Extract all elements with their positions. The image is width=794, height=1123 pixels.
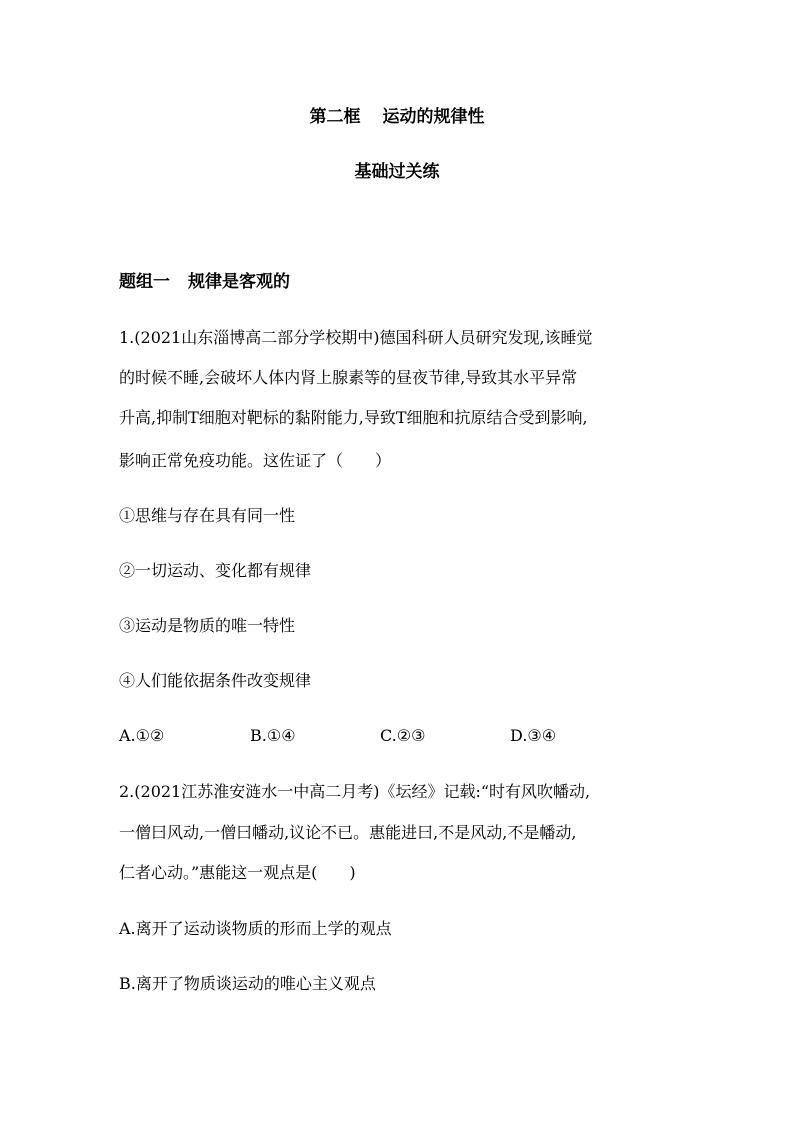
question-2-line-1: 2.(2021江苏淮安涟水一中高二月考)《坛经》记载:“时有风吹幡动,	[119, 782, 591, 801]
question-1-statement-1: ①思维与存在具有同一性	[119, 506, 296, 525]
question-2-option-b: B.离开了物质谈运动的唯心主义观点	[119, 974, 376, 993]
question-1-choice-a: A.①②	[119, 726, 165, 745]
question-1-line-1: 1.(2021山东淄博高二部分学校期中)德国科研人员研究发现,该睡觉	[119, 328, 593, 347]
question-1-line-3: 升高,抑制T细胞对靶标的黏附能力,导致T细胞和抗原结合受到影响,	[119, 408, 588, 427]
question-1-statement-2: ②一切运动、变化都有规律	[119, 561, 312, 580]
page-title	[0, 106, 794, 128]
page-subtitle: 基础过关练	[354, 162, 440, 182]
section-label: 题组一	[119, 272, 170, 292]
section-title-text: 规律是客观的	[188, 272, 290, 292]
question-2-line-2: 一僧曰风动,一僧曰幡动,议论不已。惠能进曰,不是风动,不是幡动,	[119, 823, 577, 842]
question-1-choice-b: B.①④	[250, 726, 296, 745]
question-1-line-2: 的时候不睡,会破坏人体内肾上腺素等的昼夜节律,导致其水平异常	[119, 368, 578, 387]
question-1-line-4: 影响正常免疫功能。这佐证了（ ）	[119, 451, 392, 470]
question-1-choice-c: C.②③	[380, 726, 426, 745]
question-1-choice-d: D.③④	[510, 726, 557, 745]
lesson-label: 第二框	[309, 107, 361, 127]
question-1-statement-3: ③运动是物质的唯一特性	[119, 616, 296, 635]
question-2-option-a: A.离开了运动谈物质的形而上学的观点	[119, 919, 392, 938]
question-1-statement-4: ④人们能依据条件改变规律	[119, 671, 312, 690]
question-2-line-3: 仁者心动。”惠能这一观点是( )	[119, 863, 356, 882]
section-heading	[119, 271, 290, 293]
lesson-title: 运动的规律性	[382, 107, 485, 127]
